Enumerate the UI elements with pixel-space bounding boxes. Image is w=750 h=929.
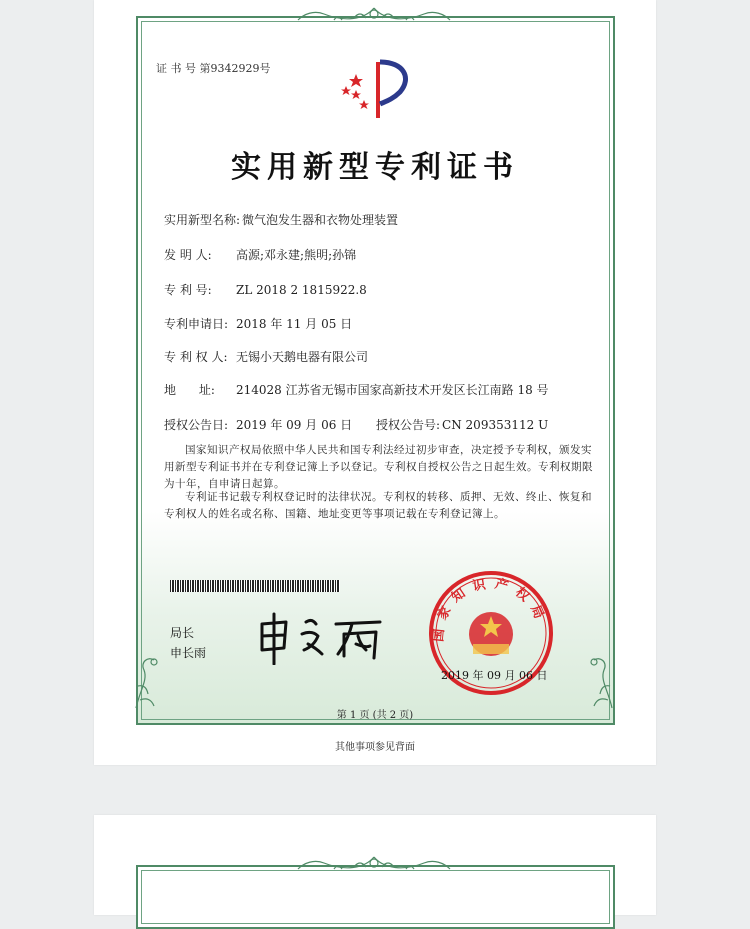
field-value: 2019 年 09 月 06 日: [236, 418, 353, 432]
certificate-page-2: [94, 815, 656, 915]
corner-ornament-left: [134, 650, 174, 710]
field-label: 专 利 权 人:: [164, 350, 228, 364]
barcode: [170, 580, 340, 592]
field-patent-number: [164, 281, 367, 298]
field-inventor: [164, 246, 356, 263]
field-label: 专利申请日:: [164, 317, 229, 331]
field-label: 专 利 号:: [164, 283, 212, 297]
director-signature: [256, 610, 386, 665]
top-ornament: [294, 4, 454, 28]
field-grant-number: [376, 416, 548, 433]
legal-status-paragraph: 专利证书记载专利权登记时的法律状况。专利权的转移、质押、无效、终止、恢复和专利权人的姓名或名称、国籍、地址变更等事项记载在专利登记簿上。: [164, 491, 592, 520]
field-label: 发 明 人:: [164, 248, 212, 262]
top-ornament: [294, 853, 454, 877]
seal-text: 国家知识产权局: [431, 576, 550, 643]
field-grant-date: [164, 416, 352, 433]
corner-ornament-right: [574, 650, 614, 710]
field-value: ZL 2018 2 1815922.8: [236, 283, 367, 297]
field-value: 2018 年 11 月 05 日: [236, 317, 353, 331]
director-name: 申长雨: [170, 646, 207, 660]
field-value: CN 209353112 U: [442, 418, 549, 432]
page-number: 第 1 页 (共 2 页): [336, 710, 414, 721]
field-address: [164, 381, 549, 398]
field-value: 高源;邓永建;熊明;孙锦: [236, 248, 357, 262]
seal-date: 2019 年 09 月 06 日: [441, 669, 548, 682]
director-title: 局长: [170, 626, 195, 640]
grant-paragraph: 国家知识产权局依照中华人民共和国专利法经过初步审查，决定授予专利权，颁发实用新型专利证书并在专利登记簿上予以登记。专利权自授权公告之日起生效。专利权期限为十年，自申请日起算。: [164, 444, 593, 490]
field-label: 实用新型名称:: [164, 213, 241, 227]
field-label: 授权公告号:: [376, 418, 441, 432]
field-value: 无锡小天鹅电器有限公司: [236, 350, 369, 364]
field-value: 214028 江苏省无锡市国家高新技术开发区长江南路 18 号: [236, 383, 549, 397]
field-value: 微气泡发生器和衣物处理装置: [242, 213, 399, 227]
certificate-page: [94, 0, 656, 765]
field-label: 地 址:: [164, 383, 215, 397]
cnipa-logo-icon: [334, 56, 418, 126]
field-filing-date: [164, 315, 352, 332]
certificate-title: 实用新型专利证书: [231, 150, 519, 185]
field-patentee: [164, 348, 368, 365]
back-note: 其他事项参见背面: [335, 742, 415, 753]
field-label: 授权公告日:: [164, 418, 229, 432]
field-utility-name: [164, 211, 398, 228]
certificate-number: 证 书 号 第9342929号: [156, 62, 271, 75]
